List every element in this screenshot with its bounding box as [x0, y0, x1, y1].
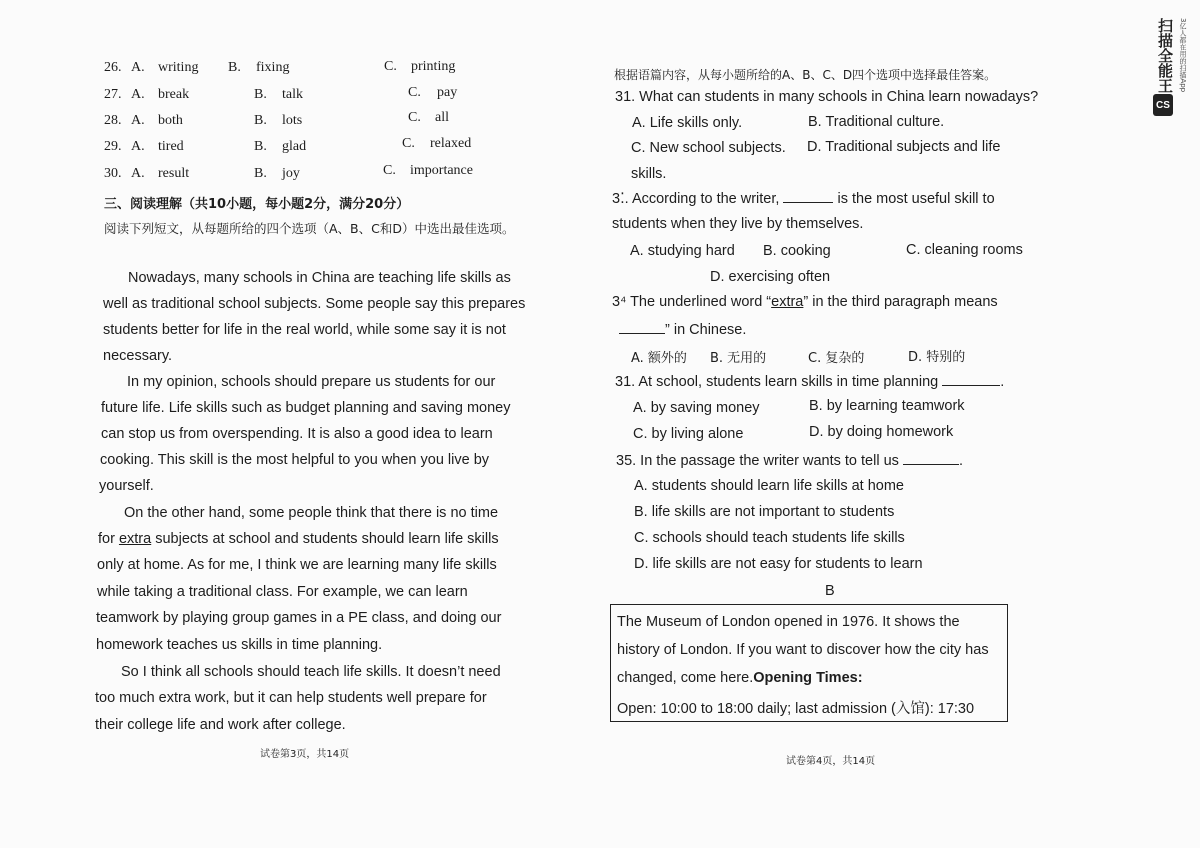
stem-text: ” in the third paragraph means: [803, 294, 998, 310]
page-footer: 试卷第4页，共14页: [786, 756, 876, 767]
option-a: both: [158, 113, 183, 128]
option-d: D. exercising often: [710, 269, 831, 285]
stem-text: is the most useful skill to: [837, 191, 995, 207]
option-c: pay: [437, 85, 458, 100]
stem-text: According to the writer,: [631, 191, 780, 207]
question-stem: [612, 294, 998, 310]
info-text: changed, come here.: [617, 670, 754, 686]
option-key: B.: [228, 60, 241, 75]
underlined-word-extra: extra: [118, 531, 152, 547]
passage-line: On the other hand, some people think that there is no time: [124, 505, 499, 521]
opening-times-heading: Opening Times:: [753, 670, 863, 686]
option-c: importance: [410, 163, 473, 178]
section-instruction: 阅读下列短文，从每题所给的四个选项（A、B、C和D）中选出最佳选项。: [104, 221, 515, 236]
option-d: D. Traditional subjects and life: [807, 139, 1001, 155]
option-a: result: [158, 166, 190, 181]
option-c: C. New school subjects.: [631, 140, 786, 156]
passage-line: Nowadays, many schools in China are teaching life skills as: [128, 270, 511, 286]
option-a: writing: [158, 60, 199, 75]
option-key: B.: [254, 113, 267, 128]
option-d: D. by doing homework: [809, 424, 954, 440]
option-key: A.: [131, 166, 145, 181]
option-d-continued: skills.: [631, 166, 667, 182]
question-number: 26.: [104, 60, 122, 75]
info-line: The Museum of London opened in 1976. It shows the: [617, 614, 960, 630]
option-key: A.: [131, 87, 145, 102]
option-b: glad: [282, 139, 307, 154]
option-a: break: [158, 87, 190, 102]
option-c: relaxed: [430, 136, 472, 151]
question-stem-continued: students when they live by themselves.: [612, 216, 864, 232]
option-a: A. 额外的: [631, 351, 687, 366]
option-b: B. life skills are not important to students: [634, 504, 895, 520]
option-key: A.: [131, 60, 145, 75]
stem-text: ” in Chinese.: [665, 322, 747, 338]
opening-hours: Open: 10:00 to 18:00 daily; last admission (入馆): 17:30: [617, 701, 975, 717]
passage-line: [98, 531, 499, 547]
part-label: B: [825, 583, 835, 599]
question-stem: 31. At school, students learn skills in time planning .: [615, 374, 1005, 390]
option-b: lots: [282, 113, 303, 128]
question-number: 28.: [104, 113, 122, 128]
option-b: B. Traditional culture.: [808, 114, 945, 130]
option-b: B. cooking: [763, 243, 831, 259]
question-number: 29.: [104, 139, 122, 154]
option-key: C.: [408, 110, 421, 125]
question-stem: [612, 190, 995, 207]
option-key: C.: [383, 163, 396, 178]
section-title: 三、阅读理解（共10小题，每小题2分，满分20分）: [104, 197, 410, 212]
stem-text: The underlined word “: [630, 294, 772, 310]
passage-line: cooking. This skill is the most helpful to you when you live by: [100, 452, 490, 468]
question-stem: 31. What can students in many schools in China learn nowadays?: [615, 89, 1039, 105]
question-stem: 35. In the passage the writer wants to tell us .: [616, 453, 963, 469]
passage-text: for: [98, 531, 115, 547]
answer-blank: [619, 321, 665, 334]
question-number: 30.: [104, 166, 122, 181]
passage-text: subjects at school and students should learn life skills: [155, 531, 499, 547]
option-c: C. schools should teach students life skills: [634, 530, 905, 546]
option-key: C.: [402, 136, 415, 151]
option-a: tired: [158, 139, 184, 154]
option-b: B. 无用的: [710, 351, 767, 366]
info-line: [617, 670, 863, 686]
passage-line: In my opinion, schools should prepare us students for our: [127, 374, 496, 390]
scanner-logo-icon: CS: [1153, 94, 1173, 116]
stem-text: 35. In the passage the writer wants to tell us: [616, 453, 899, 469]
passage-line: students better for life in the real world, while some say it is not: [103, 322, 506, 338]
passage-line: teamwork by playing group games in a PE class, and doing our: [96, 610, 502, 626]
option-key: A.: [131, 113, 145, 128]
option-c: C. 复杂的: [808, 351, 865, 366]
page-footer: 试卷第3页，共14页: [260, 749, 350, 760]
option-b: joy: [282, 166, 300, 181]
option-d: D. 特别的: [908, 350, 966, 365]
option-c: C. by living alone: [633, 426, 744, 442]
passage-line: So I think all schools should teach life skills. It doesn’t need: [121, 664, 501, 680]
passage-line: necessary.: [103, 348, 173, 364]
info-line: history of London. If you want to discover how the city has: [617, 642, 989, 658]
option-d: D. life skills are not easy for students to learn: [634, 556, 923, 572]
answer-blank: [783, 190, 833, 203]
question-number: 27.: [104, 87, 122, 102]
passage-line: too much extra work, but it can help students well prepare for: [95, 690, 487, 706]
underlined-word-extra: extra: [771, 294, 804, 310]
question-number: 3⁚.: [612, 191, 629, 207]
answer-blank: [903, 452, 959, 465]
passage-line: homework teaches us skills in time planning.: [96, 637, 383, 653]
passage-line: well as traditional school subjects. Some people say this prepares: [103, 296, 526, 312]
questions-instruction: 根据语篇内容，从每小题所给的A、B、C、D四个选项中选择最佳答案。: [614, 68, 997, 82]
stem-text: 31. At school, students learn skills in time planning: [615, 374, 939, 390]
passage-line: only at home. As for me, I think we are learning many life skills: [97, 557, 497, 573]
answer-blank: [942, 373, 1000, 386]
option-a: A. Life skills only.: [632, 115, 743, 131]
option-a: A. students should learn life skills at home: [634, 478, 904, 494]
option-a: A. by saving money: [633, 400, 760, 416]
passage-line: can stop us from overspending. It is also a good idea to learn: [101, 426, 493, 442]
option-key: B.: [254, 87, 267, 102]
option-key: A.: [131, 139, 145, 154]
option-b: fixing: [256, 60, 290, 75]
passage-line: while taking a traditional class. For example, we can learn: [97, 584, 468, 600]
passage-line: yourself.: [99, 478, 154, 494]
passage-line: future life. Life skills such as budget planning and saving money: [101, 400, 511, 416]
question-number: 3⁴: [612, 294, 627, 310]
option-c: all: [435, 110, 449, 125]
option-key: C.: [384, 59, 397, 74]
option-key: B.: [254, 166, 267, 181]
option-key: C.: [408, 85, 421, 100]
option-b: B. by learning teamwork: [809, 398, 965, 414]
option-c: C. cleaning rooms: [906, 242, 1023, 258]
option-c: printing: [411, 59, 456, 74]
option-key: B.: [254, 139, 267, 154]
option-b: talk: [282, 87, 303, 102]
option-a: A. studying hard: [630, 243, 735, 259]
question-stem-continued: [619, 321, 746, 338]
passage-line: their college life and work after college.: [95, 717, 346, 733]
scanner-slogan: 3亿人都在用的扫描App: [1179, 18, 1187, 93]
scanner-app-name: 扫描全能王: [1156, 18, 1174, 93]
